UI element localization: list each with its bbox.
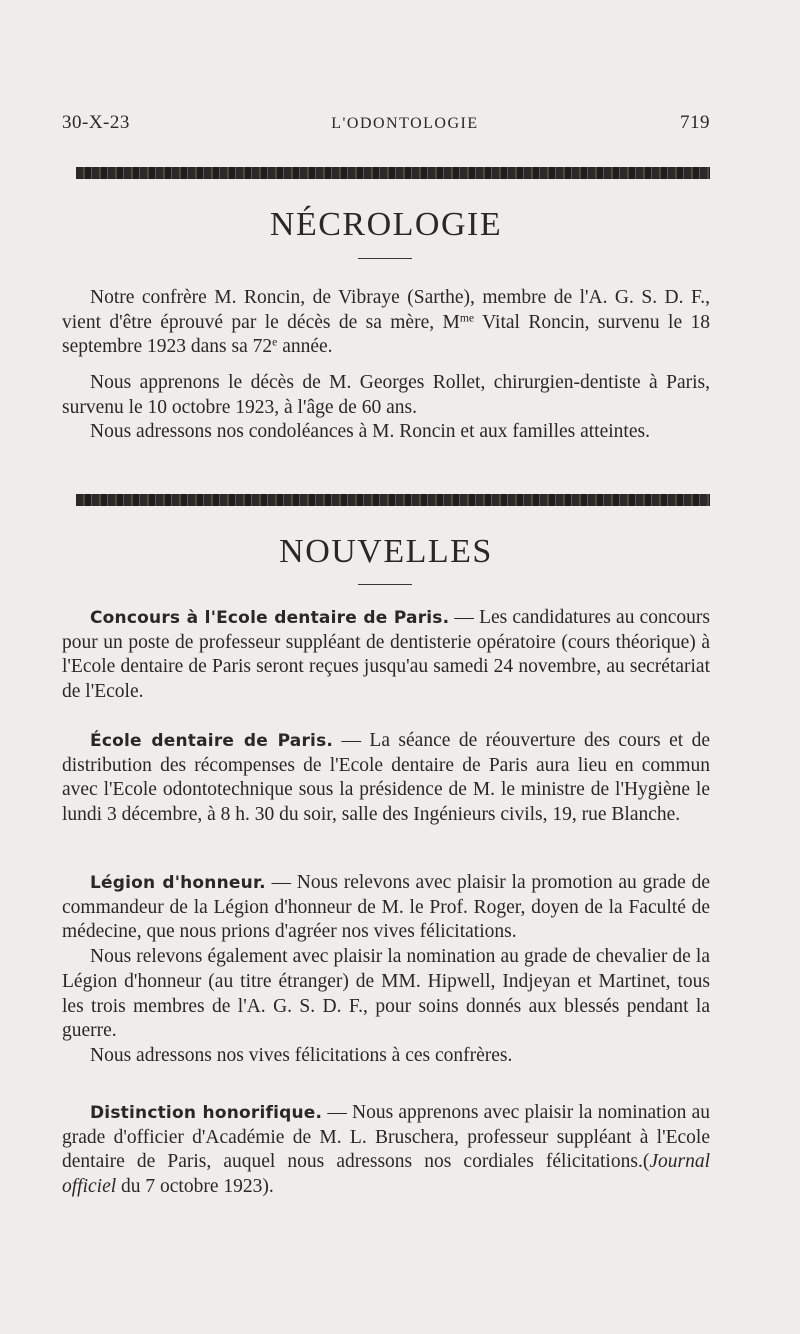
ornamental-rule-middle (76, 494, 710, 506)
news-body: — Nous apprenons avec plaisir la nomination au grade d'officier d'Académie de M. L. Bruschera, professeur suppléant à l'Ecole dentaire de Paris, auquel nous adressons nos cordiales félicitations. (62, 1102, 710, 1173)
news-body: — Nous relevons avec plaisir la promotion au grade de commandeur de la Légion d'honneur de M. le Prof. Roger, doyen de la Faculté de médecine, que nous prions d'agréer nos vives félicitations. (62, 872, 710, 943)
text-run: année. (277, 336, 333, 358)
issue-date: 30-X-23 (62, 112, 130, 133)
paragraph: Nous adressons nos vives félicitations à ces confrères. (90, 1044, 513, 1066)
section-title-necrologie: NÉCROLOGIE (269, 206, 503, 243)
journal-title: L'ODONTOLOGIE (331, 115, 479, 132)
news-heading: Concours à l'Ecole dentaire de Paris. (90, 608, 450, 628)
section-title-nouvelles: NOUVELLES (279, 533, 493, 570)
news-heading: Distinction honorifique. (90, 1103, 323, 1123)
news-item-concours (62, 606, 710, 705)
news-heading: Légion d'honneur. (90, 873, 266, 893)
running-header (62, 112, 710, 142)
news-item-distinction (62, 1101, 710, 1200)
news-body: — La séance de réouverture des cours et de distribution des récompenses de l'Ecole dentaire de Paris aura lieu en commun avec l'Ecole odontotechnique sous la présidence de M. le ministre de l'Hygiène le lundi 3 décembre, à 8 h. 30 du soir, salle des Ingénieurs civils, 19, rue Blanche. (62, 730, 710, 826)
paragraph: Nous relevons également avec plaisir la nomination au grade de chevalier de la Légion d'honneur (au titre étranger) de MM. Hipwell, Indjeyan et Martinet, tous les trois membres de l'A. G. S. D. F., pour soins donnés aux blessés pendant la guerre. (62, 946, 710, 1042)
news-body: — Les candidatures au concours pour un poste de professeur suppléant de dentisterie opératoire (cours théorique) à l'Ecole dentaire de Paris seront reçues jusqu'au samedi 24 novembre, au secrétariat de l'Ecole. (62, 607, 710, 703)
title-underline (358, 258, 412, 259)
title-underline (358, 584, 412, 585)
news-item-legion (62, 871, 710, 1069)
paragraph: Nous apprenons le décès de M. Georges Rollet, chirurgien-dentiste à Paris, survenu le 10 octobre 1923, à l'âge de 60 ans. (62, 372, 710, 418)
news-heading: École dentaire de Paris. (90, 731, 334, 751)
necrologie-paragraph-1 (62, 286, 710, 360)
superscript: e (272, 335, 278, 349)
source-open: ( (642, 1151, 650, 1173)
source-title: Journal officiel (62, 1151, 710, 1198)
paragraph: Nous adressons nos condoléances à M. Roncin et aux familles atteintes. (90, 421, 650, 443)
superscript: me (459, 311, 475, 325)
ornamental-rule-top (76, 167, 710, 179)
text-run: Notre confrère M. Roncin, de Vibraye (Sarthe), membre de l'A. G. S. D. F., vient d'être éprouvé par le décès de sa mère, M (62, 287, 710, 333)
text-run: Vital Roncin, survenu le 18 septembre 1923 dans sa 72 (62, 311, 710, 358)
news-item-ecole (62, 729, 710, 828)
page-number: 719 (679, 112, 710, 133)
necrologie-paragraph-2 (62, 371, 710, 445)
source-close: du 7 octobre 1923). (116, 1176, 274, 1198)
